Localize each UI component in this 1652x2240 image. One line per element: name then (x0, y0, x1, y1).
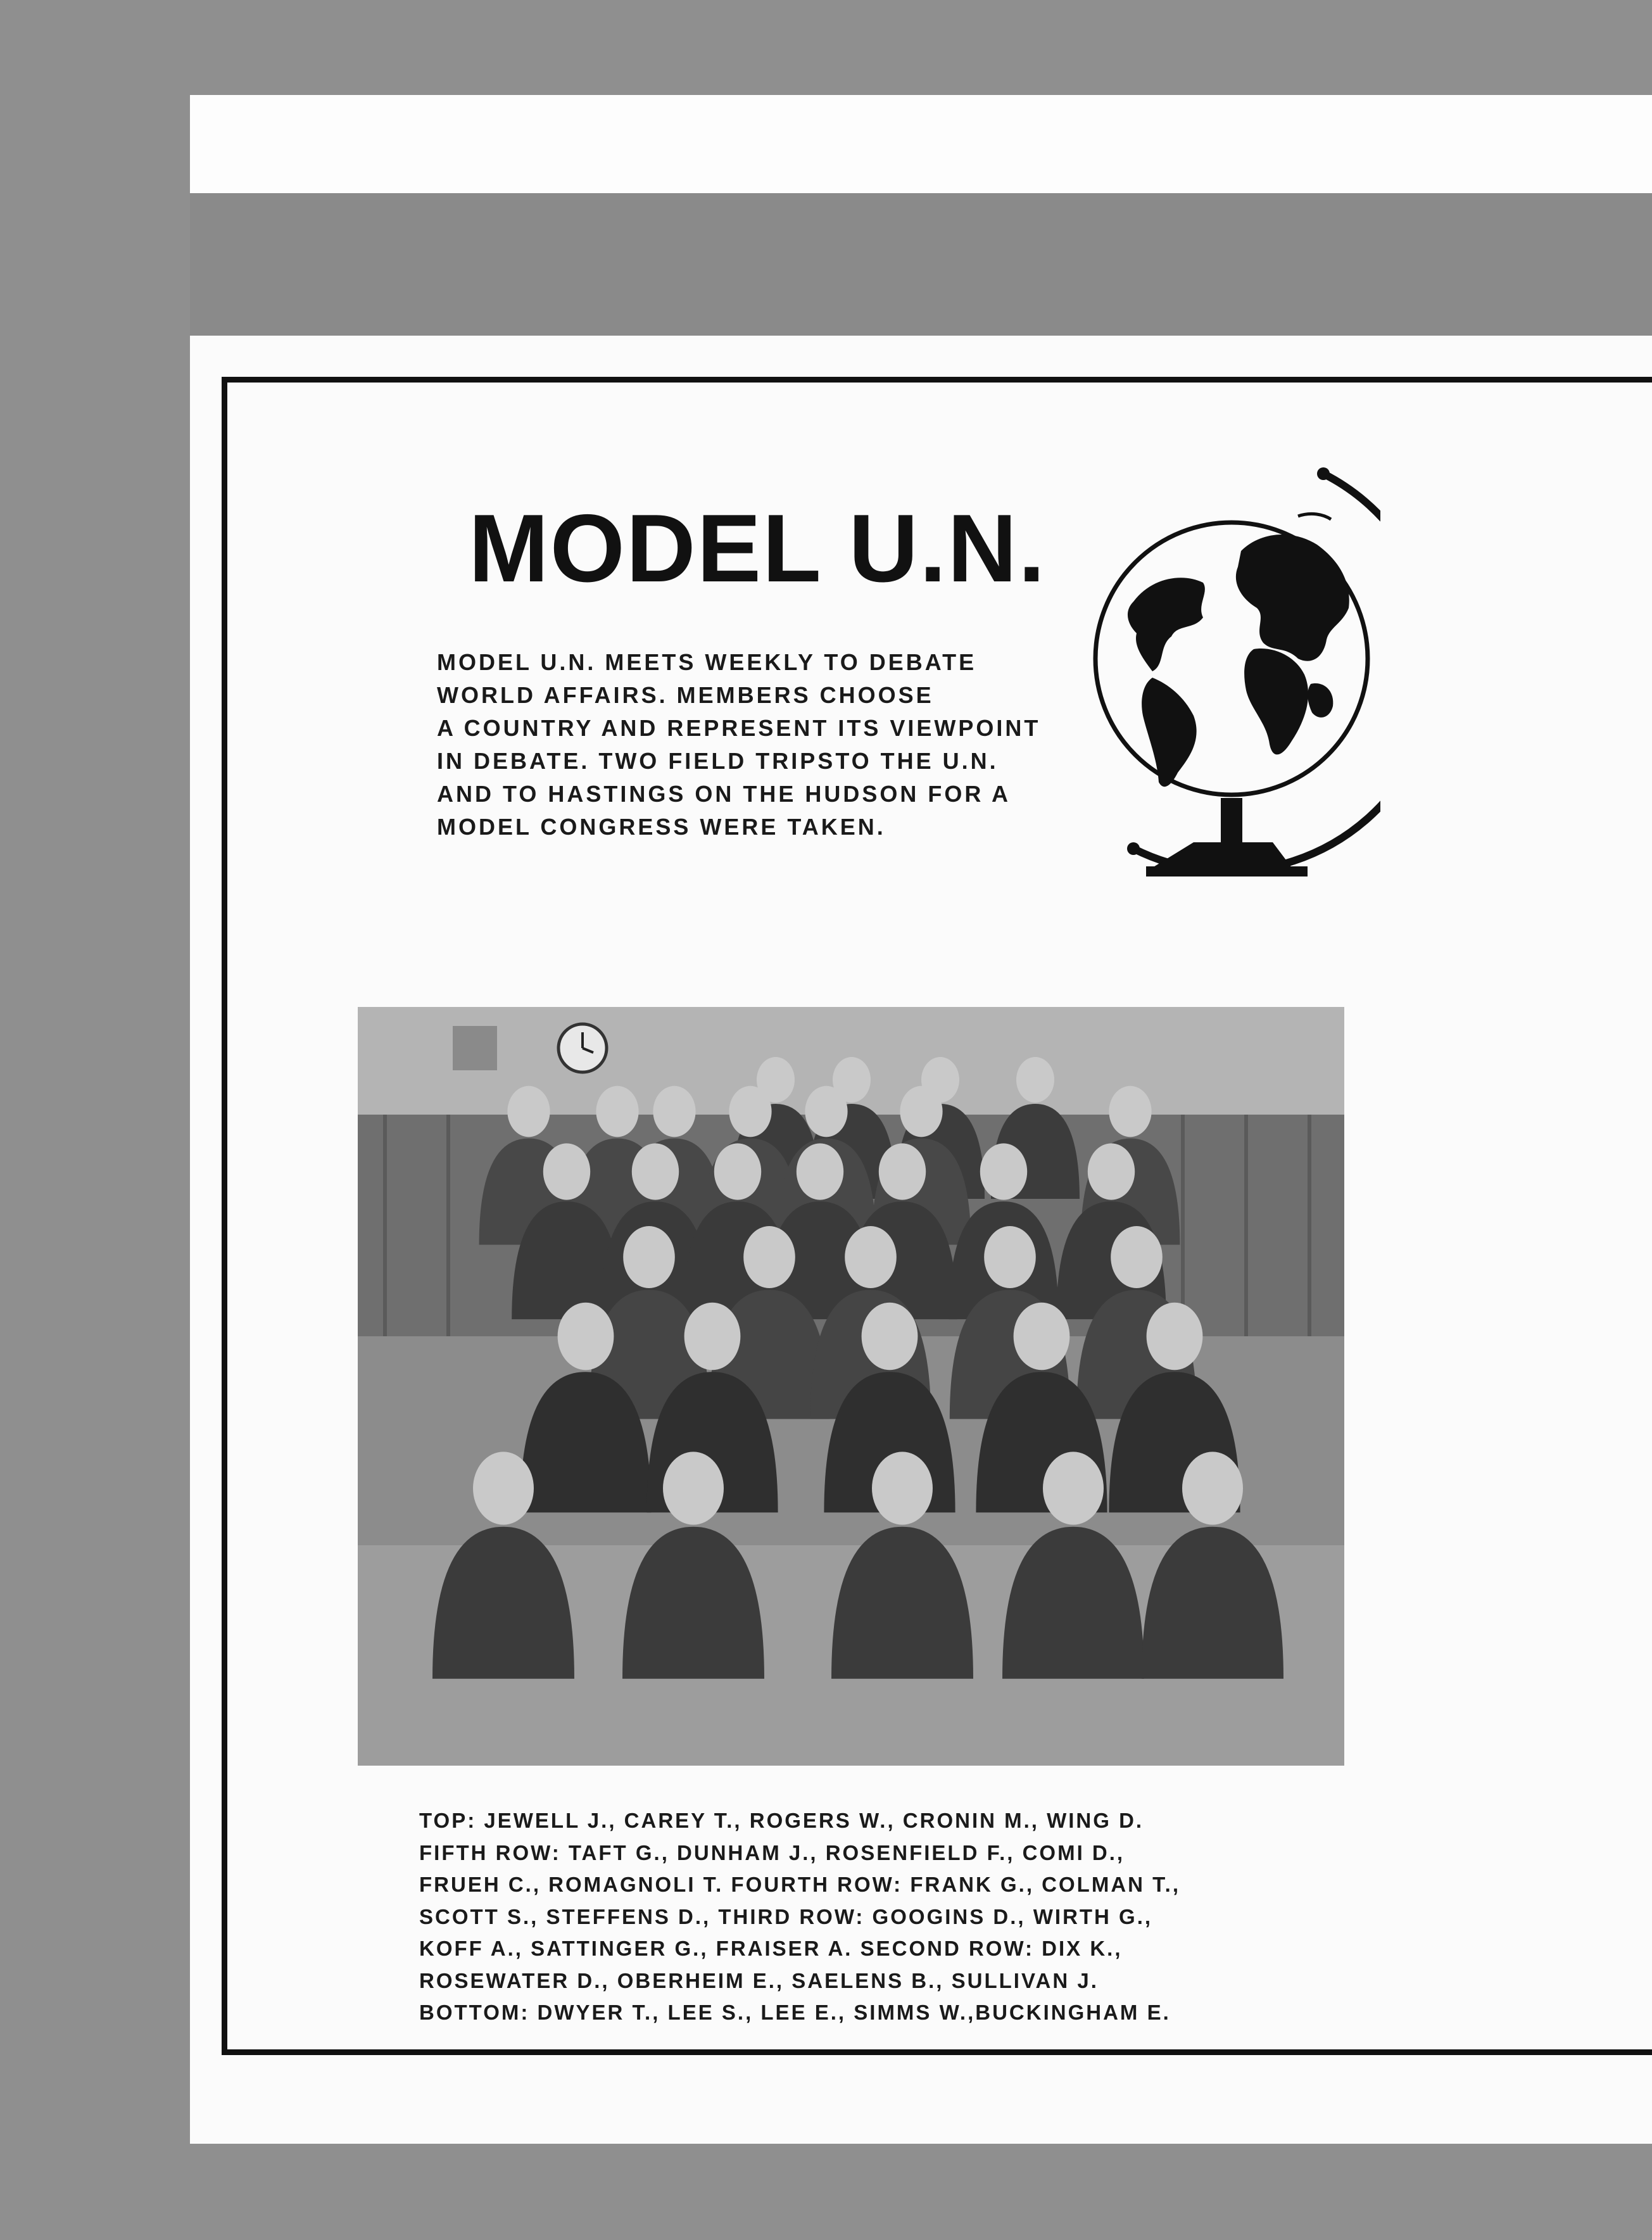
description-line: IN DEBATE. TWO FIELD TRIPSTO THE U.N. (437, 748, 999, 774)
description-line: A COUNTRY AND REPRESENT ITS VIEWPOINT (437, 715, 1041, 741)
gray-band (190, 193, 1652, 336)
person-head (714, 1143, 761, 1199)
person-head (984, 1226, 1036, 1288)
person-head (797, 1143, 843, 1199)
person-head (729, 1086, 771, 1137)
person-head (623, 1226, 675, 1288)
description-block (437, 646, 1102, 844)
person-head (1088, 1143, 1135, 1199)
person-head (1043, 1452, 1104, 1524)
person-head (1109, 1086, 1151, 1137)
person-head (1016, 1057, 1054, 1103)
photo-caption (419, 1805, 1432, 2029)
caption-line: TOP: JEWELL J., CAREY T., ROGERS W., CRONIN M., WING D. (419, 1809, 1144, 1832)
person-head (900, 1086, 942, 1137)
person-head (653, 1086, 695, 1137)
person-head (743, 1226, 795, 1288)
person-head (596, 1086, 638, 1137)
page-title: MODEL U.N. (469, 495, 1047, 602)
caption-line: ROSEWATER D., OBERHEIM E., SAELENS B., SULLIVAN J. (419, 1968, 1099, 1992)
description-line: WORLD AFFAIRS. MEMBERS CHOOSE (437, 682, 934, 708)
person-head (1111, 1226, 1163, 1288)
person-head (663, 1452, 724, 1524)
caption-line: FIFTH ROW: TAFT G., DUNHAM J., ROSENFIELD F., COMI D., (419, 1840, 1125, 1864)
person-head (473, 1452, 534, 1524)
caption-line: FRUEH C., ROMAGNOLI T. FOURTH ROW: FRANK G., COLMAN T., (419, 1873, 1180, 1896)
person-head (1182, 1452, 1243, 1524)
person-head (1147, 1303, 1203, 1370)
person-head (879, 1143, 926, 1199)
description-line: MODEL U.N. MEETS WEEKLY TO DEBATE (437, 649, 977, 675)
description-line: AND TO HASTINGS ON THE HUDSON FOR A (437, 781, 1011, 807)
group-photo (358, 1007, 1344, 1766)
description-line: MODEL CONGRESS WERE TAKEN. (437, 814, 886, 840)
person-head (507, 1086, 550, 1137)
caption-line: BOTTOM: DWYER T., LEE S., LEE E., SIMMS W.,BUCKINGHAM E. (419, 2001, 1171, 2024)
person-head (845, 1226, 897, 1288)
person-head (558, 1303, 614, 1370)
caption-line: KOFF A., SATTINGER G., FRAISER A. SECOND ROW: DIX K., (419, 1937, 1123, 1960)
person-head (684, 1303, 741, 1370)
person-head (862, 1303, 918, 1370)
person-head (1014, 1303, 1070, 1370)
person-head (872, 1452, 933, 1524)
person-head (543, 1143, 590, 1199)
person-head (980, 1143, 1027, 1199)
caption-line: SCOTT S., STEFFENS D., THIRD ROW: GOOGINS D., WIRTH G., (419, 1904, 1153, 1928)
person-head (632, 1143, 679, 1199)
globe-icon (1083, 456, 1380, 887)
person-head (805, 1086, 847, 1137)
top-paper-strip (190, 95, 1652, 193)
